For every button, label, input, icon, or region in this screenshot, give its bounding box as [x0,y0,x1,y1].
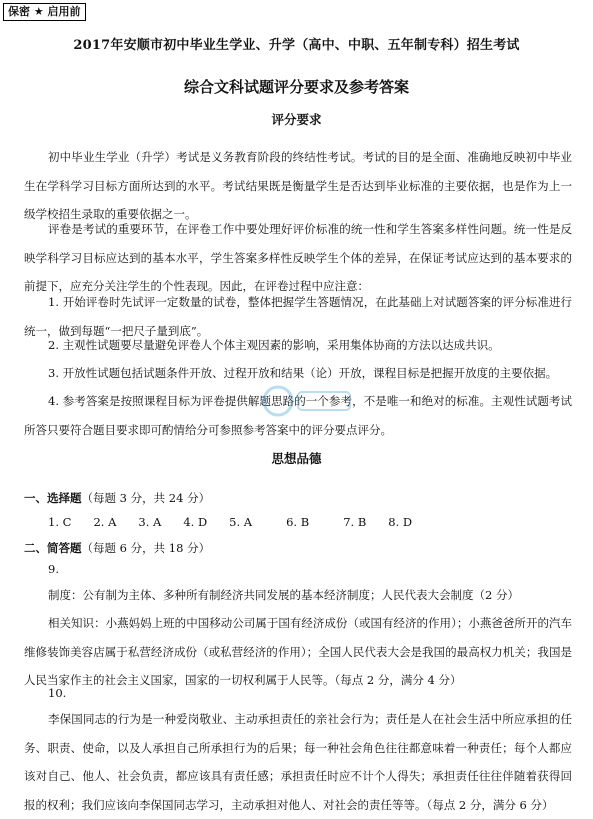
section-2-heading: 二、简答题（每题 6 分，共 18 分） [24,541,211,555]
answer-1: 1. C [48,515,72,529]
question-10-number: 10. [48,686,67,700]
exam-title: 2017年安顺市初中毕业生学业、升学（高中、中职、五年制专科）招生考试 [73,38,520,53]
scoring-rule-1: 1. 开始评卷时先试评一定数量的试卷，整体把握学生答题情况，在此基础上对试题答案的评分标准进行统一，做到每题“一把尺子量到底”。 [24,295,572,338]
scoring-rule-3: 3. 开放性试题包括试题条件开放、过程开放和结果（论）开放，课程目标是把握开放度的主要依据。 [48,366,558,380]
question-10-answer: 李保国同志的行为是一种爱岗敬业、主动承担责任的亲社会行为；责任是人在社会生活中所应承担的任务、职责、使命，以及人承担自己所承担行为的后果；每一种社会角色往往都意味着一种责任；每个人都应该对自己、他人、社会负责，都应该具有责任感；承担责任时应不计个人得失；承担责任往往伴随着获得回报的权利；我们应该向李保国同志学习，主动承担对他人、对社会的责任等等。（每点 2 分，满分 6 分） [24,712,572,812]
question-9-knowledge: 相关知识：小燕妈妈上班的中国移动公司属于国有经济成份（或国有经济的作用）；小燕爸爸所开的汽车维修装饰美容店属于私营经济成份（或私营经济的作用）；全国人民代表大会是我国的最高权力机关；我国是人民当家作主的社会主义国家，国家的一切权利属于人民等。（每点 2 分，满分 4 分） [24,616,572,687]
scoring-requirements-heading: 评分要求 [271,112,322,127]
question-9-number: 9. [48,562,59,576]
scoring-rule-4: 4. 参考答案是按照课程目标为评卷提供解题思路的一个参考，不是唯一和绝对的标准。主观性试题考试所答只要符合题目要求即可酌情给分可参照参考答案中的评分要点评分。 [24,394,572,437]
section-1-heading: 一、选择题（每题 3 分，共 24 分） [24,491,211,505]
scoring-rule-2: 2. 主观性试题要尽量避免评卷人个体主观因素的影响，采用集体协商的方法以达成共识。 [48,338,500,352]
answer-5: 5. A [229,515,253,529]
scoring-paragraph-1: 初中毕业生学业（升学）考试是义务教育阶段的终结性考试。考试的目的是全面、准确地反映初中毕业生在学科学习目标方面所达到的水平。考试结果既是衡量学生是否达到毕业标准的主要依据，也是作为上一级学校招生录取的重要依据之一。 [24,150,572,221]
answer-8: 8. D [388,515,413,529]
answer-3: 3. A [138,515,162,529]
subject-heading: 思想品德 [271,451,322,466]
watermark-logo-icon [258,383,354,419]
scoring-paragraph-2: 评卷是考试的重要环节，在评卷工作中要处理好评价标准的统一性和学生答案多样性问题。统一性是反映学科学习目标应达到的基本水平，学生答案多样性反映学生个体的差异，在保证考试应达到的基本要求的前提下，应充分关注学生的个性表现。因此，在评卷过程中应注意： [24,222,572,293]
answer-6: 6. B [286,515,310,529]
question-9-system: 制度：公有制为主体、多种所有制经济共同发展的基本经济制度；人民代表大会制度（2 分） [48,588,519,602]
answer-4: 4. D [183,515,208,529]
answer-7: 7. B [343,515,367,529]
confidential-label: 保密 ★ 启用前 [3,3,86,21]
choice-answers [48,515,434,529]
document-title: 综合文科试题评分要求及参考答案 [183,78,409,96]
answer-2: 2. A [93,515,117,529]
